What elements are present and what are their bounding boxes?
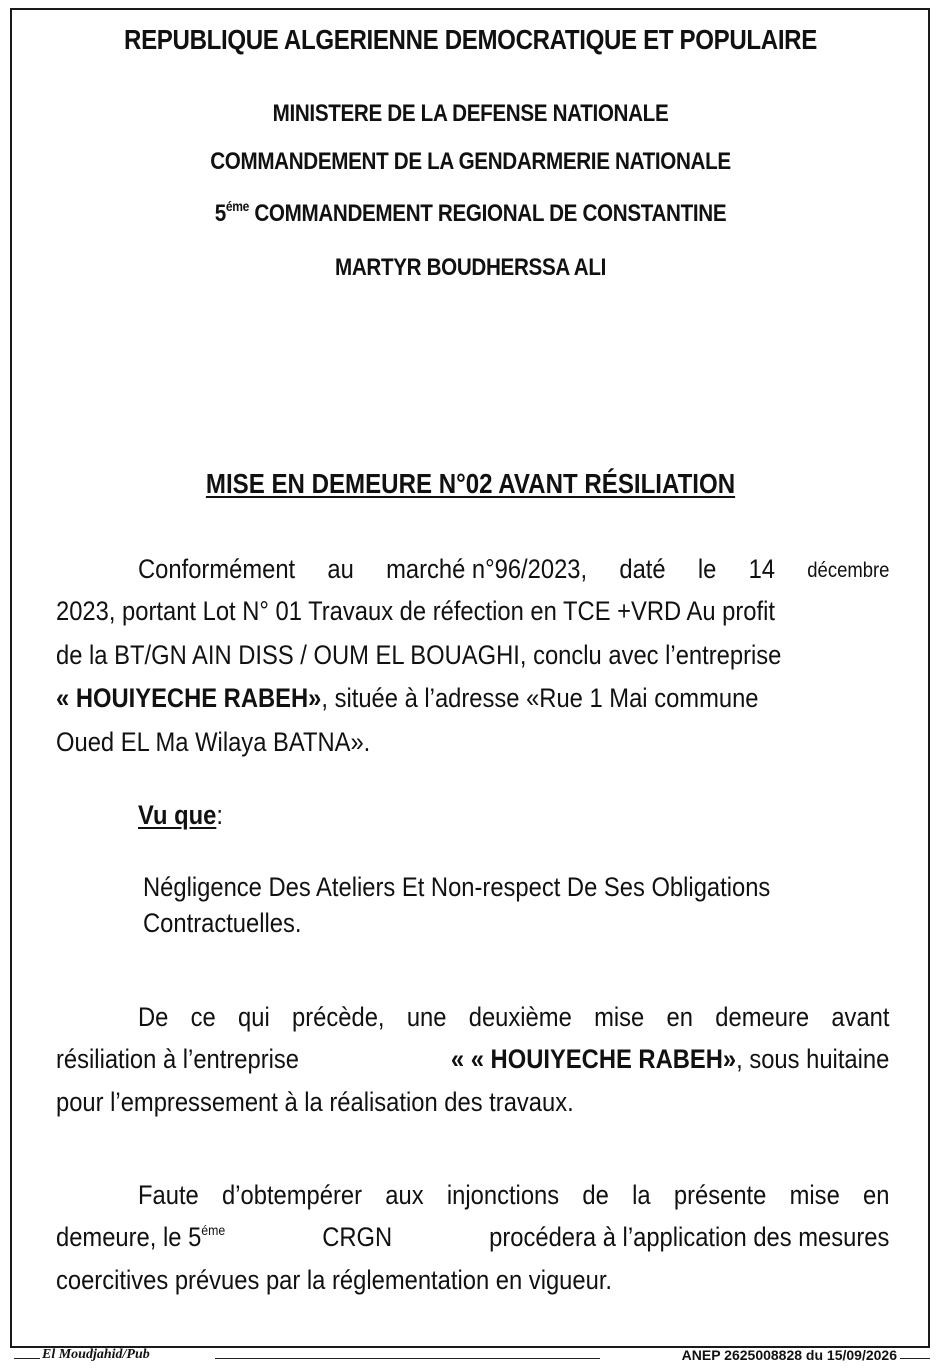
republic-heading: REPUBLIQUE ALGERIENNE DEMOCRATIQUE ET POPULAIRE (124, 24, 817, 55)
para3-line1: Faute d’obtempérer aux injonctions de la présente mise en (138, 1180, 890, 1210)
footer-publisher: El Moudjahid/Pub (42, 1347, 150, 1362)
footer-anep-reference: ANEP 2625008828 du 15/09/2026 (681, 1347, 897, 1363)
para1-line3: de la BT/GN AIN DISS / OUM EL BOUAGHI, conclu avec l’entreprise (56, 640, 782, 670)
regional-command-heading: $5^{éme}$ COMMANDEMENT REGIONAL DE CONSTANTINE (214, 198, 727, 227)
footer (0, 1345, 941, 1369)
ministry-heading: MINISTERE DE LA DEFENSE NATIONALE (272, 100, 669, 127)
vu-que-label: Vu que: (138, 800, 223, 830)
para2-line1: De ce qui précède, une deuxième mise en demeure avant (138, 1002, 890, 1032)
footer-rule-right (900, 1358, 930, 1359)
para2-line2: résiliation à l’entreprise « « HOUIYECHE RABEH», sous huitaine (56, 1044, 890, 1074)
para1-line1: Conformément au marché n°96/2023, daté le 14 décembre (138, 554, 890, 584)
vu-que-line1: Négligence Des Ateliers Et Non-respect De Ses Obligations (143, 872, 771, 902)
command-heading: COMMANDEMENT DE LA GENDARMERIE NATIONALE (210, 148, 731, 175)
martyr-heading: MARTYR BOUDHERSSA ALI (334, 254, 607, 281)
vu-que-line2: Contractuelles. (143, 908, 302, 938)
para1-line2: 2023, portant Lot N° 01 Travaux de réfection en TCE +VRD Au profit (56, 596, 775, 626)
para1-line4: « HOUIYECHE RABEH», située à l’adresse «Rue 1 Mai commune (56, 683, 759, 713)
footer-rule-left (14, 1358, 40, 1359)
document-title: MISE EN DEMEURE N°02 AVANT RÉSILIATION (205, 468, 736, 499)
para1-line5: Oued EL Ma Wilaya BATNA». (56, 727, 371, 757)
para2-line3: pour l’empressement à la réalisation des travaux. (56, 1087, 574, 1117)
para3-line2: demeure, le $5^{éme}$ CRGN procédera à l’application des mesures (56, 1222, 890, 1252)
para3-line3: coercitives prévues par la réglementation en vigueur. (56, 1265, 613, 1295)
footer-rule-middle (215, 1358, 600, 1359)
